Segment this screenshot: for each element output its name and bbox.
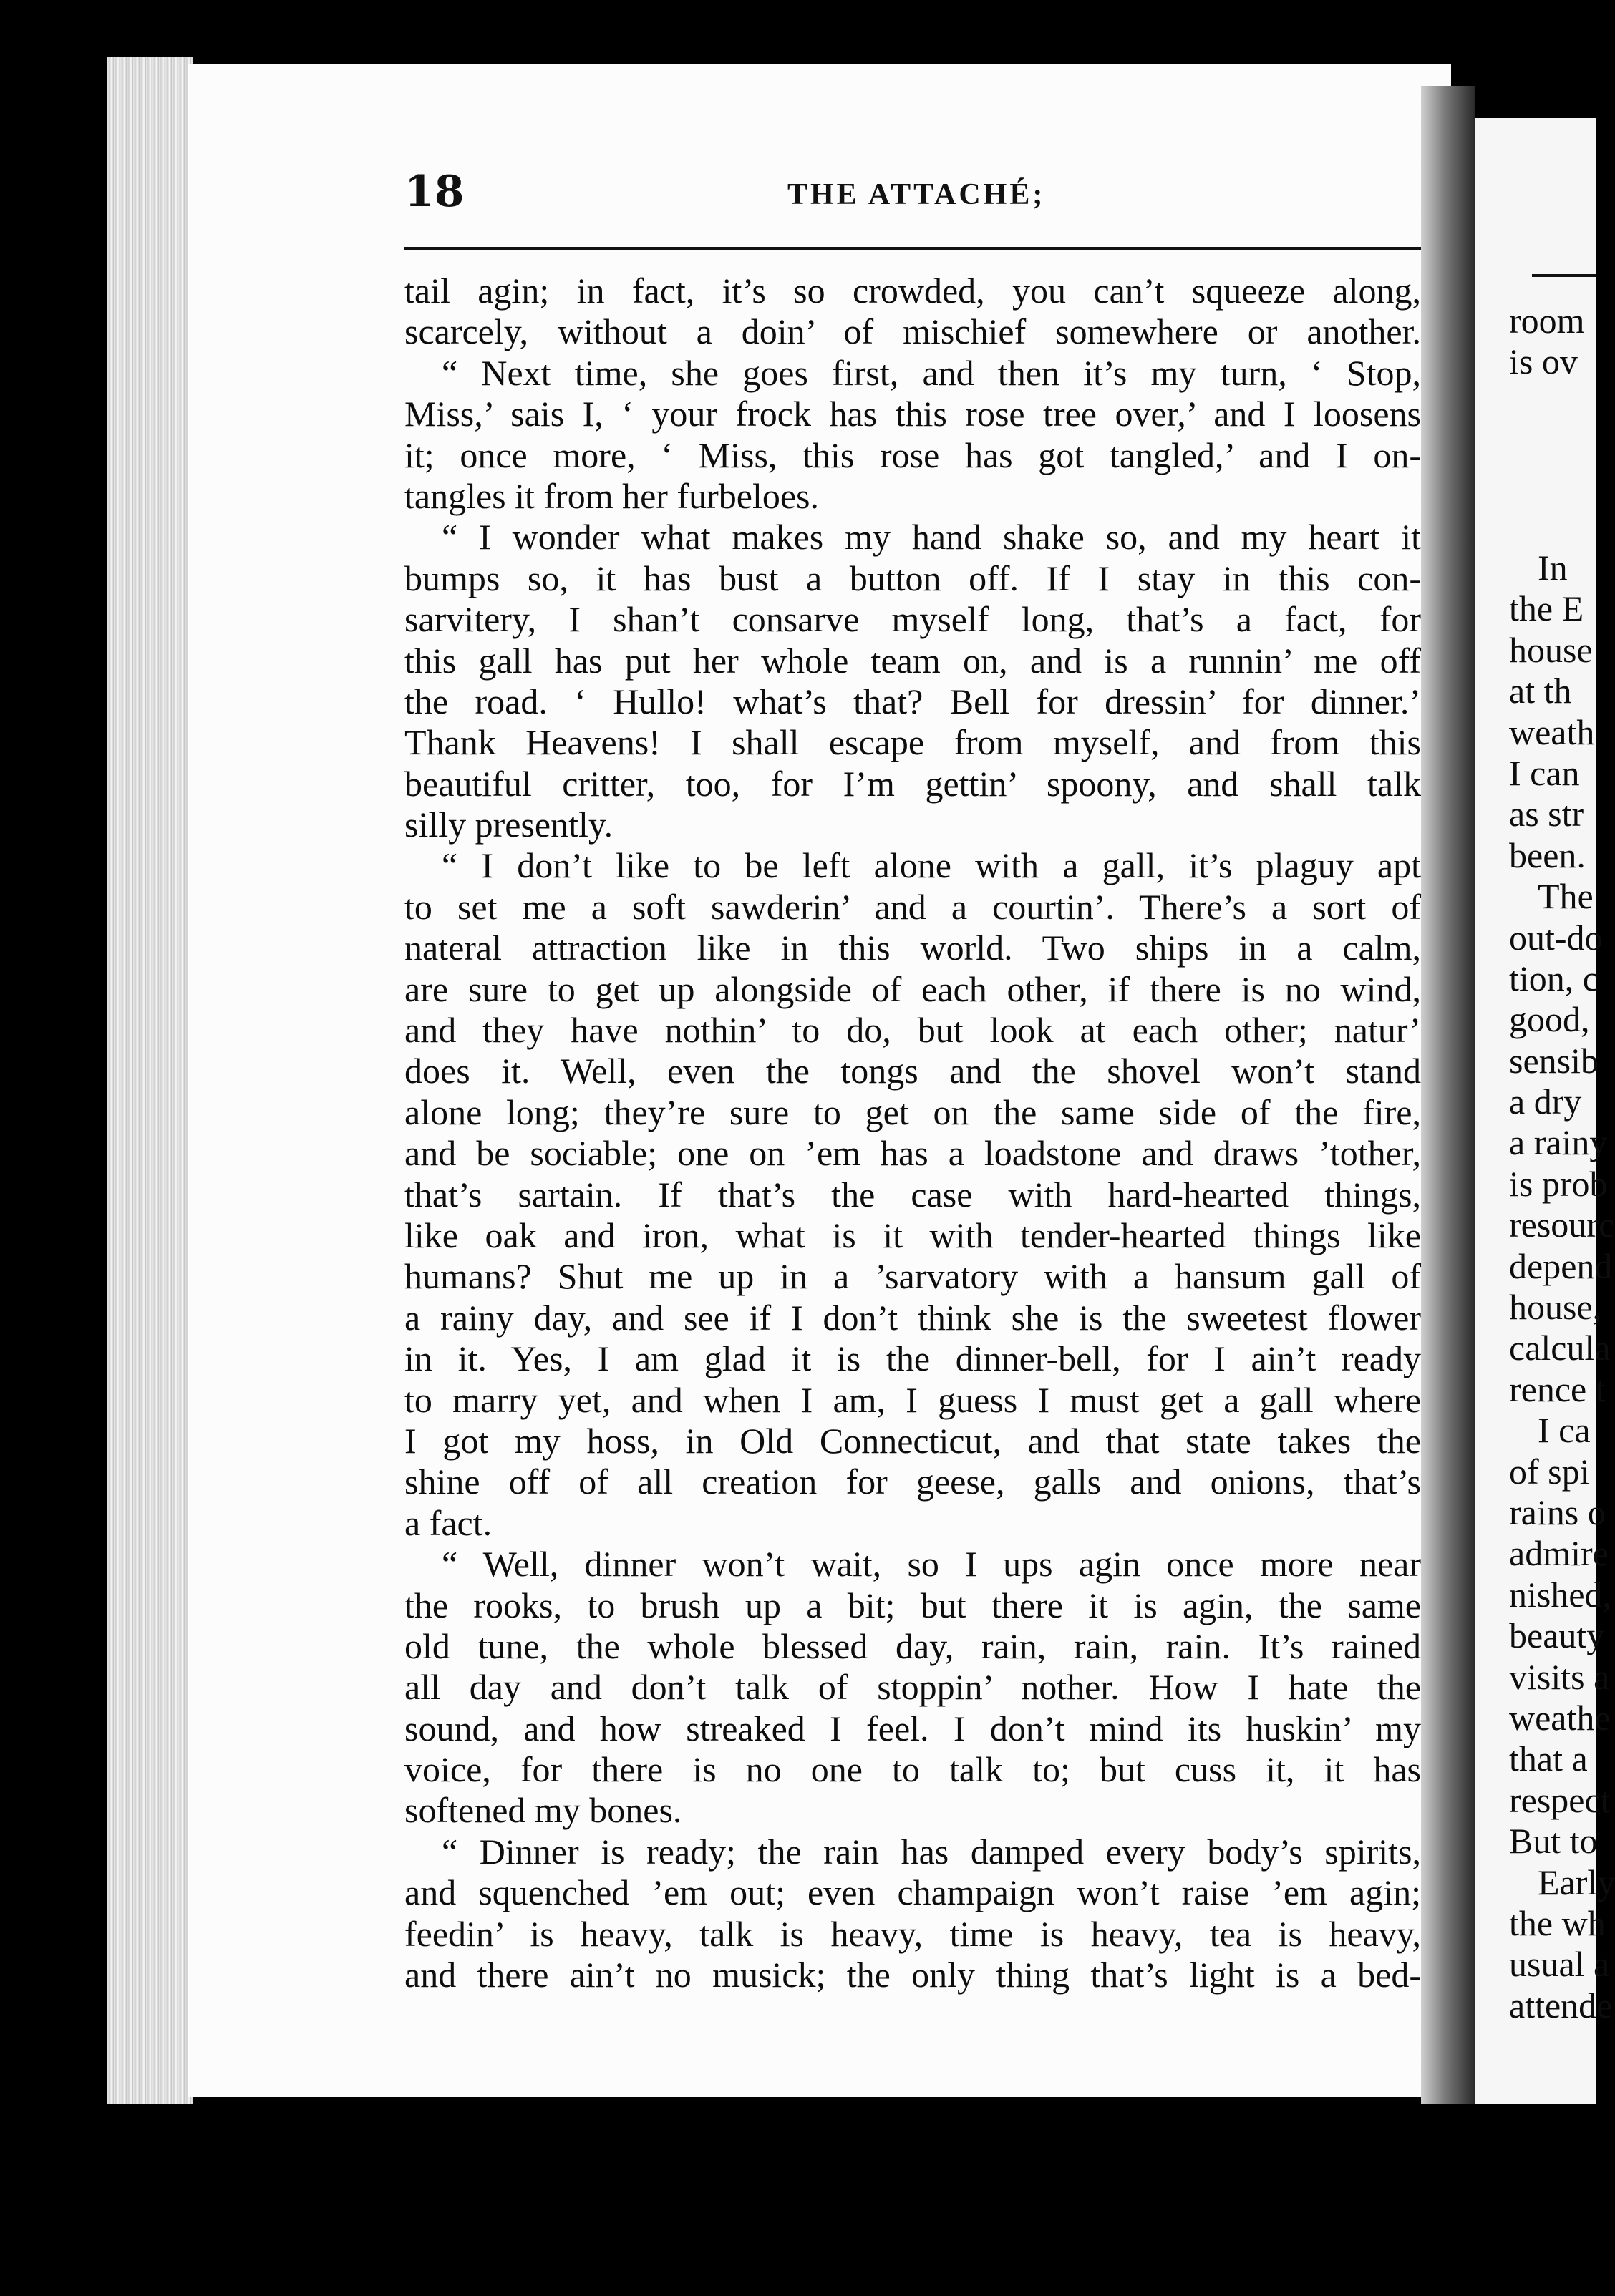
text-line: and be sociable; one on ’em has a loadstone and draws ’tother,: [404, 1133, 1421, 1174]
text-line: bumps so, it has bust a button off. If I stay in this con-: [404, 558, 1421, 598]
facing-page-line: that a: [1509, 1738, 1588, 1779]
text-line: sound, and how streaked I feel. I don’t mind its huskin’ my: [404, 1708, 1421, 1748]
facing-page-top-text: [1509, 301, 1596, 383]
scan-background: [0, 2104, 1596, 2296]
text-line: sarvitery, I shan’t consarve myself long, that’s a fact, for: [404, 599, 1421, 640]
text-line: beautiful critter, too, for I’m gettin’ spoony, and shall talk: [404, 763, 1421, 804]
facing-page-text: [1509, 548, 1615, 2026]
text-line: “ Well, dinner won’t wait, so I ups agin once more near: [442, 1544, 1421, 1585]
text-line: it; once more, ‘ Miss, this rose has got tangled,’ and I on-: [404, 434, 1421, 475]
facing-page-line: Early: [1538, 1862, 1615, 1902]
text-line: like oak and iron, what is it with tender-hearted things like: [404, 1215, 1421, 1255]
text-line: this gall has put her whole team on, and is a runnin’ me off: [404, 640, 1421, 681]
text-line: alone long; they’re sure to get on the same side of the fire,: [404, 1091, 1421, 1132]
text-line: a fact.: [404, 1502, 493, 1543]
facing-page-line: house: [1509, 629, 1593, 670]
text-line: scarcely, without a doin’ of mischief somewhere or another.: [404, 311, 1421, 352]
text-line: does it. Well, even the tongs and the shovel won’t stand: [404, 1051, 1421, 1091]
text-line: “ I don’t like to be left alone with a gall, it’s plaguy apt: [442, 845, 1421, 886]
book-gutter-shadow: [1421, 86, 1475, 2111]
facing-page-line: But to: [1509, 1821, 1598, 1862]
text-line: tangles it from her furbeloes.: [404, 475, 819, 516]
facing-page-line: depend: [1509, 1245, 1613, 1286]
facing-page-line: room: [1509, 301, 1585, 341]
facing-page-line: visits a: [1509, 1656, 1610, 1697]
text-line: the road. ‘ Hullo! what’s that? Bell for dressin’ for dinner.’: [404, 681, 1421, 721]
facing-page-line: admire: [1509, 1533, 1609, 1574]
facing-page-line: sensib: [1509, 1040, 1599, 1081]
text-line: all day and don’t talk of stoppin’ nother. How I hate the: [404, 1667, 1421, 1708]
text-line: feedin’ is heavy, talk is heavy, time is heavy, tea is heavy,: [404, 1913, 1421, 1954]
facing-page-line: In: [1538, 548, 1568, 588]
facing-page-line: calcula: [1509, 1328, 1611, 1368]
facing-page-line: as str: [1509, 794, 1584, 835]
facing-page-line: weath: [1509, 711, 1595, 752]
text-line: that’s sartain. If that’s the case with hard-hearted things,: [404, 1174, 1421, 1215]
text-line: shine off of all creation for geese, galls and onions, that’s: [404, 1461, 1421, 1502]
facing-page-rule: [1532, 274, 1596, 277]
facing-page-line: out-do: [1509, 917, 1603, 958]
text-line: and there ain’t no musick; the only thing that’s light is a bed-: [404, 1955, 1421, 1995]
facing-page-line: I ca: [1538, 1410, 1591, 1451]
facing-page-line: of spi: [1509, 1451, 1590, 1492]
facing-page-line: rence t: [1509, 1368, 1606, 1409]
running-title: THE ATTACHÉ;: [787, 178, 1046, 211]
facing-page-line: good,: [1509, 999, 1590, 1040]
facing-page-line: rains o: [1509, 1492, 1606, 1532]
facing-page-line: at th: [1509, 671, 1572, 711]
text-line: “ I wonder what makes my hand shake so, and my heart it: [442, 517, 1421, 558]
facing-page-line: The: [1538, 876, 1594, 917]
text-line: voice, for there is no one to talk to; but cuss it, it has: [404, 1749, 1421, 1790]
text-line: tail agin; in fact, it’s so crowded, you can’t squeeze along,: [404, 271, 1421, 311]
facing-page-line: usual a: [1509, 1944, 1610, 1985]
text-line: the rooks, to brush up a bit; but there it is agin, the same: [404, 1585, 1421, 1625]
text-line: Miss,’ sais I, ‘ your frock has this rose tree over,’ and I loosens: [404, 394, 1421, 434]
page-number: 18: [404, 167, 465, 217]
body-text: [404, 271, 1421, 1995]
facing-page-line: been.: [1509, 835, 1586, 875]
facing-page-line: beauty: [1509, 1615, 1605, 1656]
text-line: a rainy day, and see if I don’t think she is the sweetest flower: [404, 1297, 1421, 1338]
facing-page-line: I can: [1509, 752, 1580, 793]
text-line: to marry yet, and when I am, I guess I must get a gall where: [404, 1379, 1421, 1420]
text-line: softened my bones.: [404, 1790, 682, 1831]
facing-page-line: weathe: [1509, 1697, 1611, 1738]
text-line: silly presently.: [404, 804, 613, 845]
running-head: [404, 163, 1421, 228]
facing-page-line: is ov: [1509, 341, 1578, 382]
facing-page-line: a dry: [1509, 1081, 1582, 1122]
text-line: and squenched ’em out; even champaign won’t raise ’em agin;: [404, 1872, 1421, 1913]
facing-page-line: the E: [1509, 588, 1584, 629]
text-line: Thank Heavens! I shall escape from myself, and from this: [404, 722, 1421, 763]
facing-page-line: nished,: [1509, 1574, 1612, 1615]
text-line: “ Next time, she goes first, and then it’s my turn, ‘ Stop,: [442, 352, 1421, 393]
text-line: old tune, the whole blessed day, rain, rain, rain. It’s rained: [404, 1625, 1421, 1666]
header-rule: [404, 247, 1421, 250]
text-line: nateral attraction like in this world. Two ships in a calm,: [404, 928, 1421, 968]
text-line: “ Dinner is ready; the rain has damped every body’s spirits,: [442, 1831, 1421, 1872]
facing-page-line: house,: [1509, 1287, 1602, 1328]
facing-page-line: resourc: [1509, 1205, 1615, 1245]
text-line: humans? Shut me up in a ’sarvatory with a hansum gall of: [404, 1256, 1421, 1297]
text-line: and they have nothin’ to do, but look at each other; natur’: [404, 1010, 1421, 1051]
facing-page-line: tion, c: [1509, 958, 1599, 998]
facing-page-line: is prob: [1509, 1163, 1608, 1204]
text-line: to set me a soft sawderin’ and a courtin’. There’s a sort of: [404, 886, 1421, 927]
facing-page-line: a rainy: [1509, 1122, 1608, 1163]
facing-page-line: respect: [1509, 1779, 1611, 1820]
text-line: I got my hoss, in Old Connecticut, and that state takes the: [404, 1420, 1421, 1461]
text-line: are sure to get up alongside of each other, if there is no wind,: [404, 968, 1421, 1009]
facing-page-line: the wh: [1509, 1902, 1606, 1943]
facing-page-line: attende: [1509, 1985, 1613, 2025]
text-line: in it. Yes, I am glad it is the dinner-bell, for I ain’t ready: [404, 1338, 1421, 1379]
book-page-edges: [107, 57, 193, 2119]
